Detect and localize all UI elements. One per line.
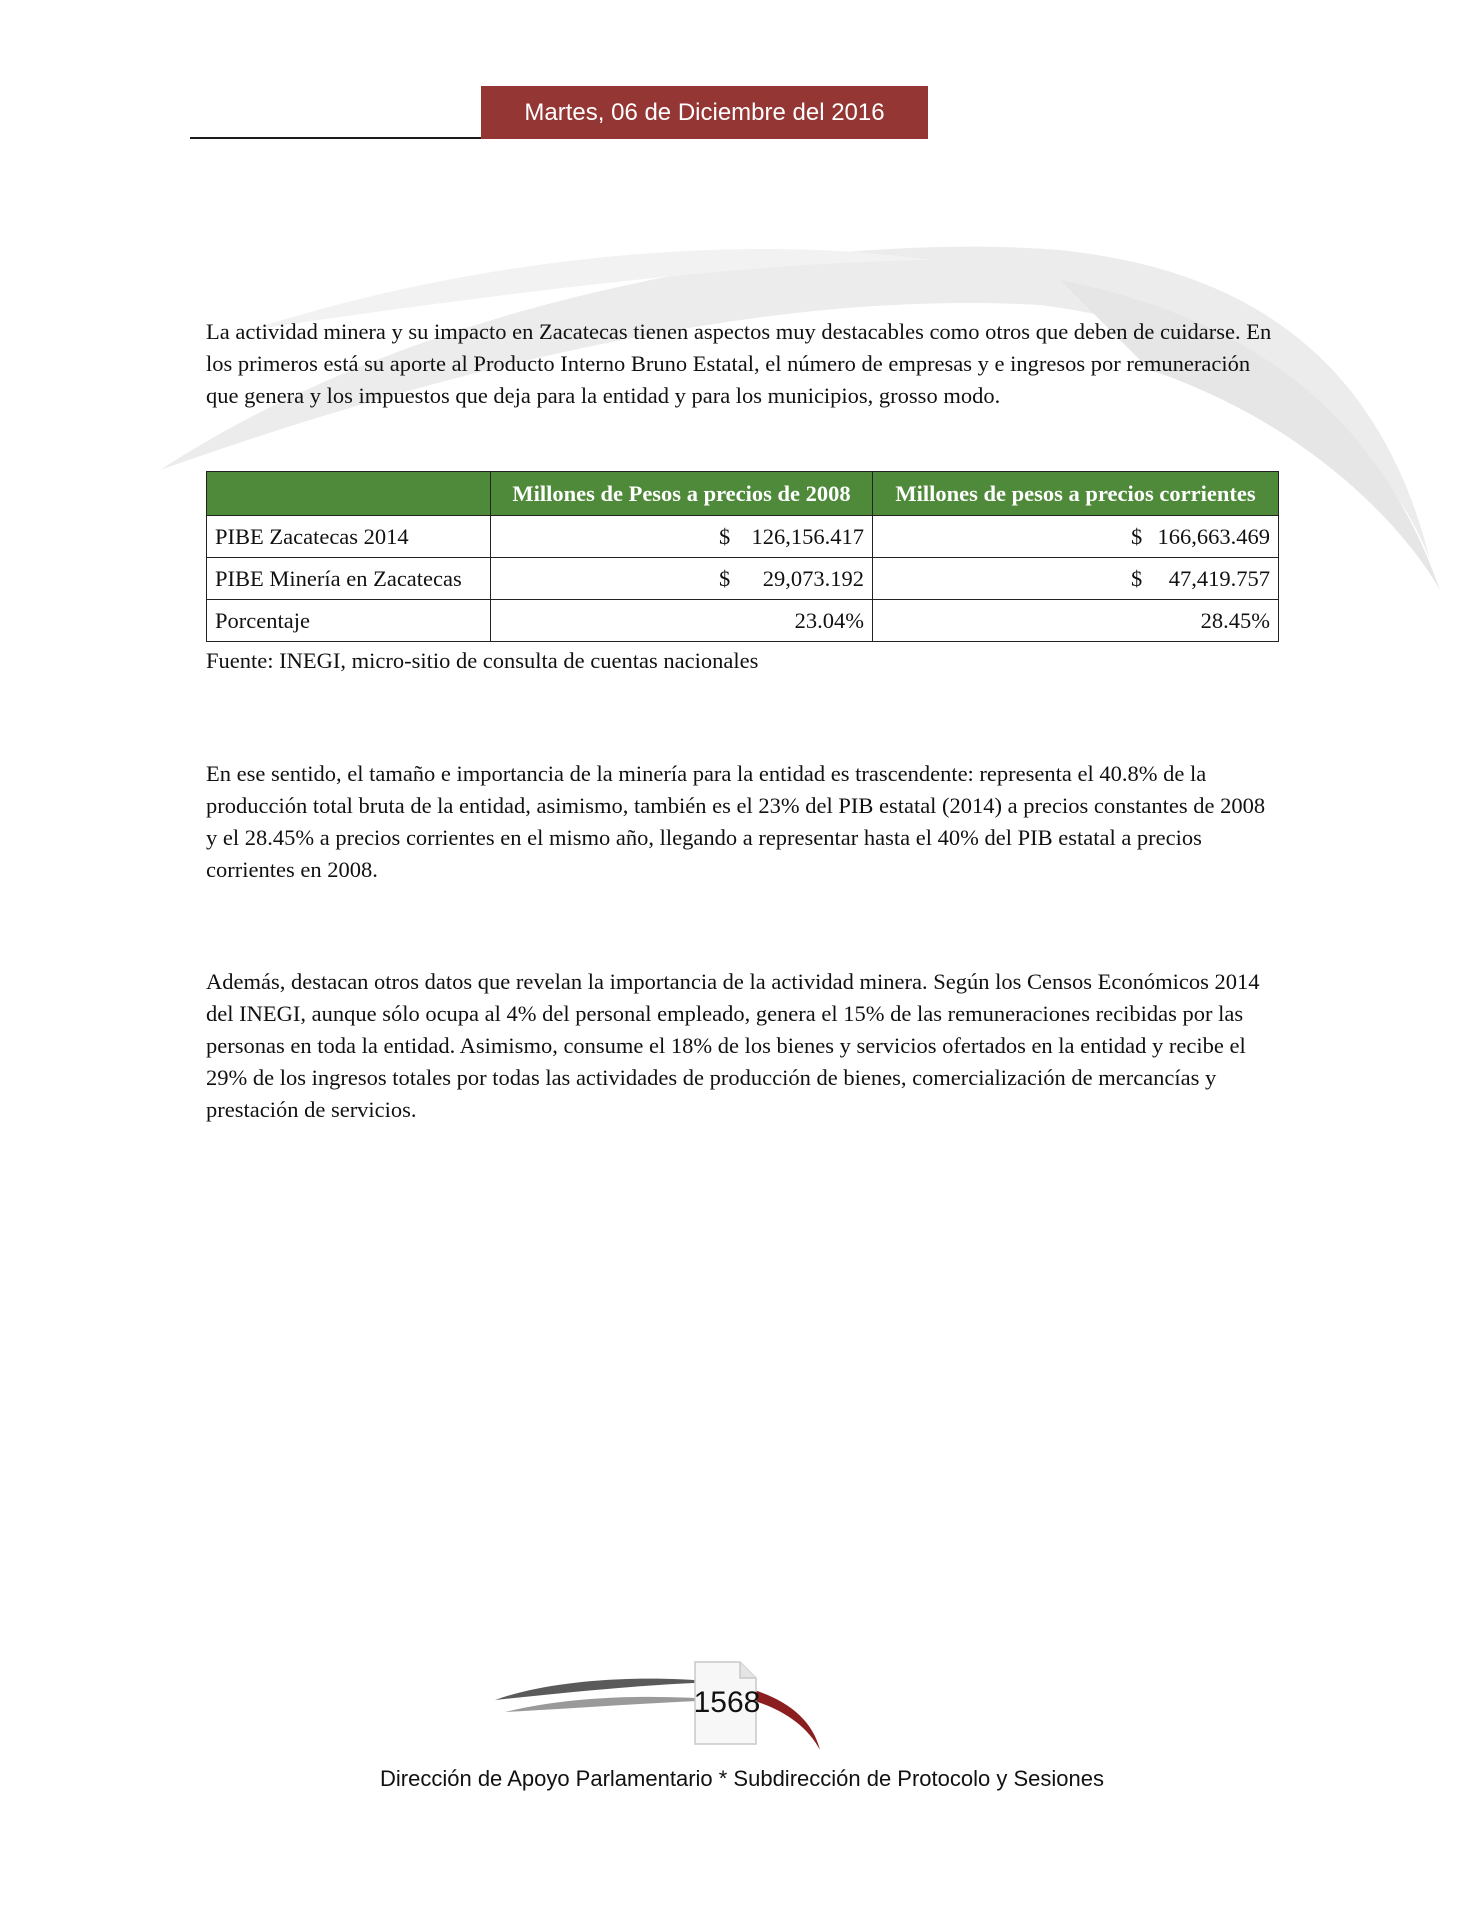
- table-header-2008: Millones de Pesos a precios de 2008: [491, 472, 873, 516]
- pibe-table: [206, 471, 1279, 642]
- row-label: PIBE Zacatecas 2014: [207, 516, 491, 558]
- paragraph-intro: La actividad minera y su impacto en Zacatecas tienen aspectos muy destacables como otros que deben de cuidarse. En los primeros está su aporte al Producto Interno Bruno Estatal, el número de empresas y e ingresos por remuneración que genera y los impuestos que deja para la entidad y para los municipios, grosso modo.: [206, 319, 1272, 408]
- currency-sign: $: [719, 565, 731, 591]
- footer-text: Dirección de Apoyo Parlamentario * Subdirección de Protocolo y Sesiones: [380, 1766, 1104, 1791]
- table-row: [207, 516, 1279, 558]
- currency-sign: $: [1131, 565, 1143, 591]
- row-label: Porcentaje: [207, 600, 491, 642]
- page-number: 1568: [693, 1686, 761, 1719]
- table-row: [207, 600, 1279, 642]
- value-corrientes: 28.45%: [873, 600, 1279, 642]
- header-date-banner: Martes, 06 de Diciembre del 2016: [481, 86, 928, 139]
- value-corrientes: 166,663.469: [1157, 523, 1270, 549]
- value-corrientes: 47,419.757: [1168, 565, 1270, 591]
- table-source-note: Fuente: INEGI, micro-sitio de consulta de cuentas nacionales: [206, 648, 759, 673]
- paragraph-census: Además, destacan otros datos que revelan la importancia de la actividad minera. Según los Censos Económicos 2014 del INEGI, aunque sólo ocupa al 4% del personal empleado, genera el 15% de las remuneraciones recibidas por las personas en toda la entidad. Asimismo, consume el 18% de los bienes y servicios ofertados en la entidad y recibe el 29% de los ingresos totales por todas las actividades de producción de bienes, comercialización de mercancías y prestación de servicios.: [206, 969, 1260, 1122]
- currency-sign: $: [1131, 523, 1143, 549]
- paragraph-importance: En ese sentido, el tamaño e importancia de la minería para la entidad es trascendente: representa el 40.8% de la producción total bruta de la entidad, asimismo, también es el 23% del PIB estatal (2014) a precios constantes de 2008 y el 28.45% a precios corrientes en el mismo año, llegando a representar hasta el 40% del PIB estatal a precios corrientes en 2008.: [206, 761, 1266, 882]
- value-2008: 126,156.417: [751, 523, 864, 549]
- currency-sign: $: [719, 523, 731, 549]
- table-header-corrientes: Millones de pesos a precios corrientes: [873, 472, 1279, 516]
- table-header-empty: [207, 472, 491, 516]
- value-2008: 23.04%: [491, 600, 873, 642]
- value-2008: 29,073.192: [762, 565, 864, 591]
- table-row: [207, 558, 1279, 600]
- row-label: PIBE Minería en Zacatecas: [207, 558, 491, 600]
- table-header-row: [207, 472, 1279, 516]
- footer-logo-swoosh: [490, 1660, 830, 1760]
